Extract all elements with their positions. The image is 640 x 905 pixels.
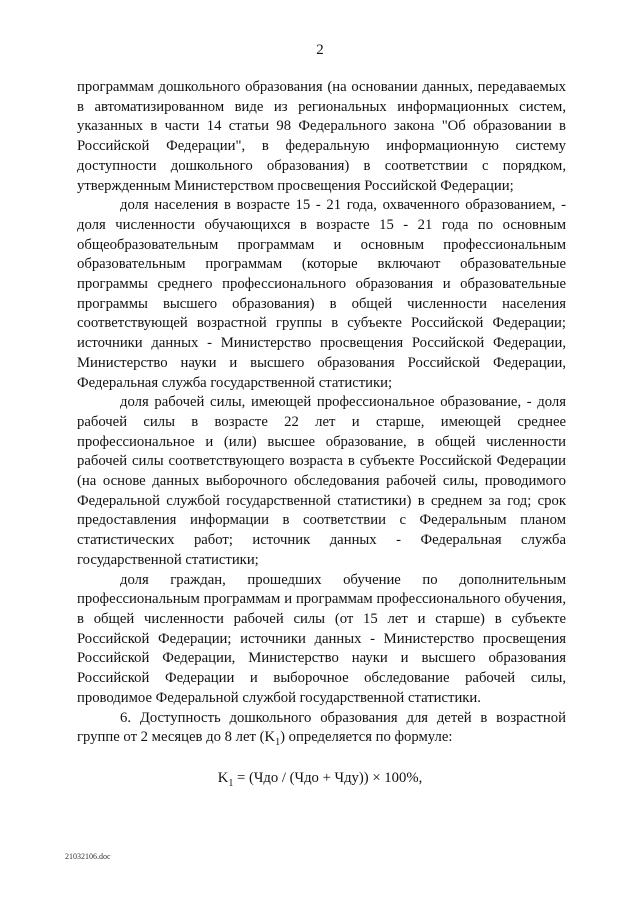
page-number: 2 bbox=[316, 42, 324, 58]
document-body bbox=[77, 78, 566, 753]
formula bbox=[0, 770, 640, 789]
file-name-footer: 21032106.doc bbox=[65, 852, 111, 861]
paragraph-item-6: 6. Доступность дошкольного образования для детей в возрастной группе от 2 месяцев до 8 лет $(K_1)$ определяется по формуле: bbox=[77, 709, 566, 749]
paragraph-population-share: доля населения в возрасте 15 - 21 года, охваченного образованием, - доля численности обучающихся в возрасте 15 - 21 года по основным общеобразовательным программам и основным профессиональным образовательным программам (которые включают образовательные программы среднего профессионального образования и образовательные программы высшего образования) в общей численности населения соответствующей возрастной группы в субъекте Российской Федерации; источники данных - Министерство просвещения Российской Федерации, Министерство науки и высшего образования Российской Федерации, Федеральная служба государственной статистики; bbox=[77, 197, 566, 391]
paragraph-continuation: программам дошкольного образования (на основании данных, передаваемых в автоматизированном виде из региональных информационных систем, указанных в части 14 статьи 98 Федерального закона "Об образовании в Российской Федерации", в федеральную информационную систему доступности дошкольного образования) в соответствии с порядком, утвержденным Министерством просвещения Российской Федерации; bbox=[77, 79, 566, 194]
formula-lhs: K bbox=[217, 770, 229, 786]
formula-lhs-subscript: 1 bbox=[228, 777, 234, 789]
paragraph-workforce-share: доля рабочей силы, имеющей профессиональное образование, - доля рабочей силы в возрасте 22 лет и старше, имеющей среднее профессиональное и (или) высшее образование, в общей численности рабочей силы соответствующего возраста в субъекте Российской Федерации (на основе данных выборочного обследования рабочей силы, проводимого Федеральной службой государственной статистики) в среднем за год; срок предоставления информации в соответствии с Федеральным планом статистических работ; источник данных - Федеральная служба государственной статистики; bbox=[77, 394, 566, 568]
paragraph-training-share: доля граждан, прошедших обучение по дополнительным профессиональным программам и программам профессионального обучения, в общей численности рабочей силы (от 15 лет и старше) в субъекте Российской Федерации; источники данных - Министерство просвещения Российской Федерации, Министерство науки и высшего образования Российской Федерации и выборочное обследование рабочей силы, проводимое Федеральной службой государственной статистики. bbox=[77, 571, 566, 706]
formula-rhs: = (Чдо / (Чдо + Чду)) × 100%, bbox=[233, 770, 423, 786]
